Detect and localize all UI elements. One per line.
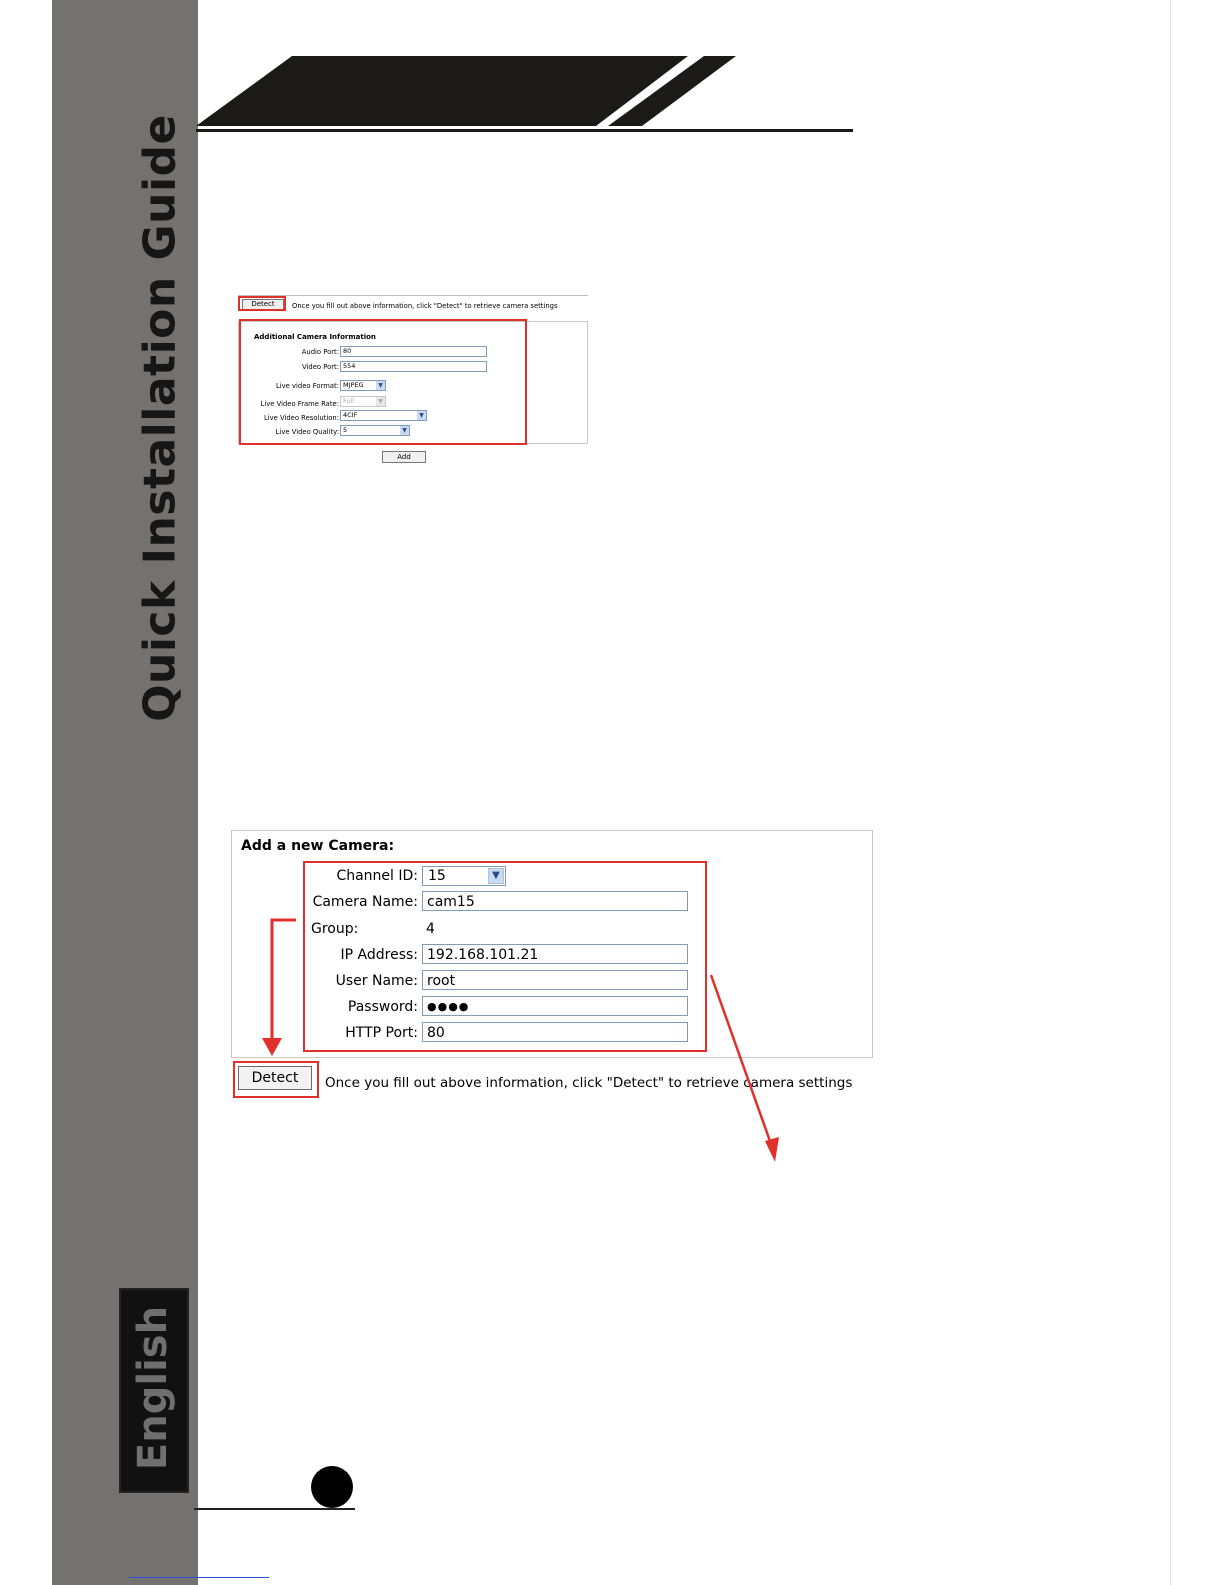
guide-title: Quick Installation Guide xyxy=(134,114,186,722)
quality-value: 5 xyxy=(343,426,348,434)
http-port-input[interactable]: 80 xyxy=(422,1022,688,1042)
http-port-label: HTTP Port: xyxy=(345,1025,418,1041)
quality-label: Live Video Quality: xyxy=(275,428,339,436)
arrow-to-detect-icon xyxy=(262,920,296,1056)
chevron-down-icon: ▼ xyxy=(417,411,426,420)
audio-port-input[interactable]: 80 xyxy=(340,346,487,357)
detect-note: Once you fill out above information, click "Detect" to retrieve camera settings xyxy=(325,1075,853,1091)
additional-info-heading: Additional Camera Information xyxy=(254,333,376,341)
channel-id-label: Channel ID: xyxy=(336,868,418,884)
chevron-down-icon: ▼ xyxy=(400,426,409,435)
group-label: Group: xyxy=(311,921,359,937)
frame-rate-label: Live Video Frame Rate: xyxy=(260,400,339,408)
user-name-label: User Name: xyxy=(335,973,418,989)
add-camera-heading: Add a new Camera: xyxy=(241,838,395,854)
audio-port-label: Audio Port: xyxy=(301,348,339,356)
footer-link-underline xyxy=(129,1577,269,1578)
video-format-label: Live video Format: xyxy=(275,382,339,390)
user-name-input[interactable]: root xyxy=(422,970,688,990)
password-label: Password: xyxy=(347,999,418,1015)
detect-button[interactable]: Detect xyxy=(238,1066,312,1090)
video-format-value: MJPEG xyxy=(343,381,364,389)
arrow-down-right-icon xyxy=(711,975,779,1162)
camera-name-input[interactable]: cam15 xyxy=(422,891,688,911)
video-port-input[interactable]: 554 xyxy=(340,361,487,372)
camera-name-label: Camera Name: xyxy=(312,894,418,910)
video-port-label: Video Port: xyxy=(302,363,339,371)
detect-note-small: Once you fill out above information, click "Detect" to retrieve camera settings xyxy=(292,302,558,310)
detect-button-small[interactable]: Detect xyxy=(242,299,284,310)
page-number-dot xyxy=(311,1466,353,1508)
password-input[interactable]: ●●●● xyxy=(422,996,688,1016)
ip-address-label: IP Address: xyxy=(340,947,418,963)
chevron-down-icon: ▼ xyxy=(488,868,504,884)
resolution-value: 4CIF xyxy=(343,411,358,419)
channel-id-value: 15 xyxy=(428,868,446,884)
language-label: English xyxy=(130,1305,176,1471)
footer-rule xyxy=(194,1508,355,1510)
chevron-down-icon: ▼ xyxy=(376,381,385,390)
group-value: 4 xyxy=(426,921,435,937)
ip-address-input[interactable]: 192.168.101.21 xyxy=(422,944,688,964)
add-button[interactable]: Add xyxy=(382,451,426,463)
chevron-down-icon: ▼ xyxy=(376,397,385,406)
frame-rate-value: Full xyxy=(343,397,355,405)
resolution-label: Live Video Resolution: xyxy=(263,414,339,422)
